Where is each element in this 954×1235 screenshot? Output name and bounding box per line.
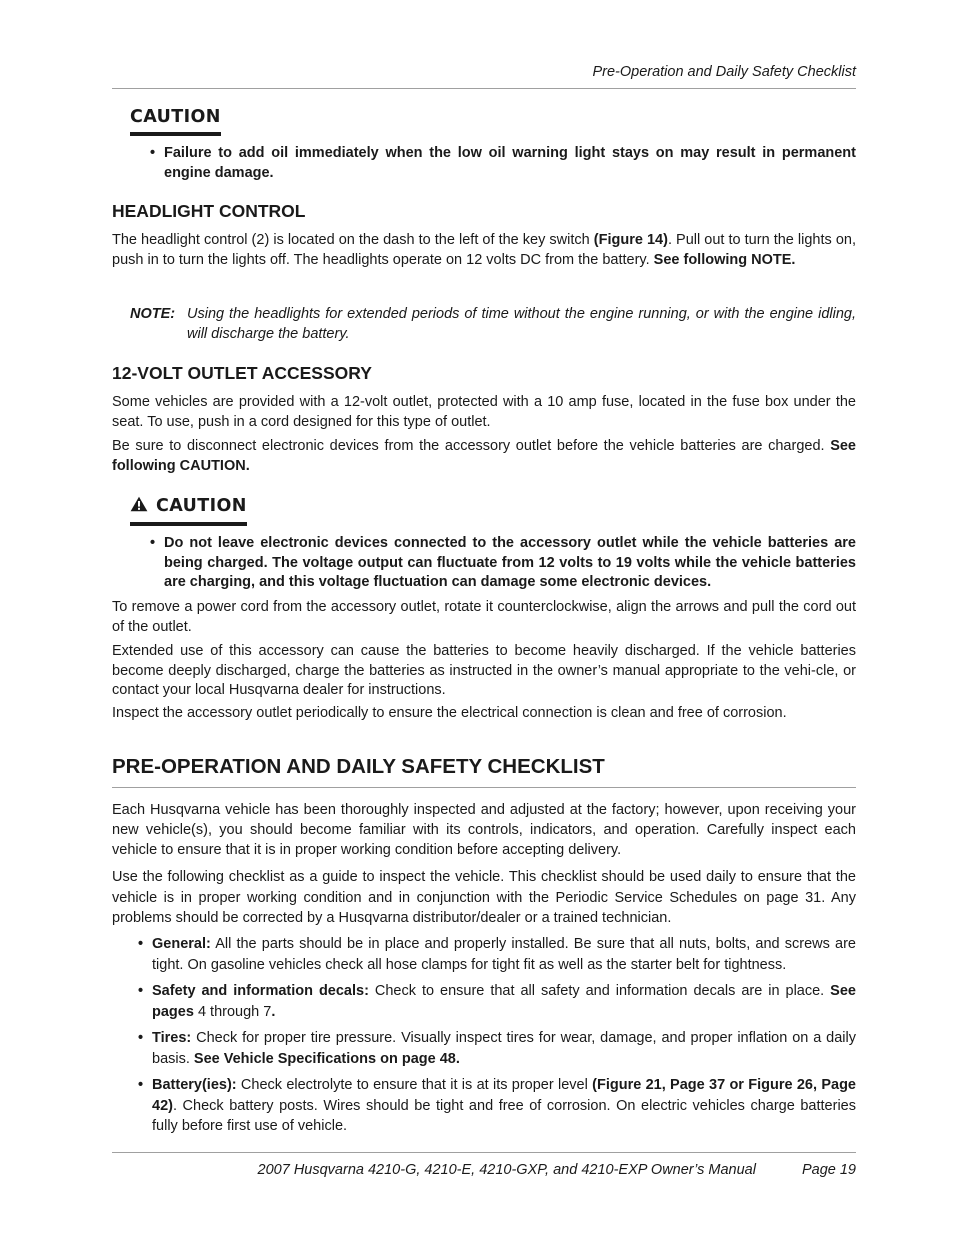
bullet-glyph: • <box>138 983 144 999</box>
caution-bullet <box>150 144 856 183</box>
bullet-glyph: • <box>138 1030 144 1046</box>
caution-title: CAUTION <box>156 496 247 516</box>
paragraph-text: Be sure to disconnect electronic devices from the accessory outlet before the vehicle batteries are charged. <box>112 438 831 454</box>
note-label: NOTE: <box>130 306 176 322</box>
item-label: Battery(ies): <box>152 1077 237 1093</box>
paragraph-text: Some vehicles are provided with a 12-volt outlet, protected with a 10 amp fuse, located in the fuse box under the seat. To use, push in a cord designed for this type of outlet. <box>112 394 856 430</box>
checklist-item-decals <box>138 981 856 1022</box>
paragraph-text: The headlight control (2) is located on the dash to the left of the key switch <box>112 232 594 248</box>
checklist-item-battery <box>138 1075 856 1137</box>
item-text: All the parts should be in place and properly installed. Be sure that all nuts, bolts, and screws are tight. On gasoline vehicles check all hose clamps for tight fit as well as the starter belt for tightness. <box>152 936 856 973</box>
item-period: . <box>271 1003 276 1020</box>
checklist-item-tires <box>138 1028 856 1069</box>
caution-title: CAUTION <box>130 107 221 127</box>
specs-reference: See Vehicle Specifications on page 48. <box>193 1050 460 1067</box>
caution-heading-warning <box>130 496 247 526</box>
section-heading-headlight: HEADLIGHT CONTROL <box>112 201 306 221</box>
checklist-paragraph-1 <box>112 800 856 860</box>
bullet-glyph: • <box>138 1077 144 1093</box>
paragraph-text: Extended use of this accessory can cause the batteries to become heavily discharged. If the vehicle batteries become deeply discharged, charge the batteries as instructed in the owner’s manual appropriate to the vehi-cle, or contact your local Husqvarna dealer for instructions. <box>112 643 856 698</box>
paragraph-text: . Pull out to turn the lights on, push in to turn the lights off. The headlights operate on 12 volts DC from the battery. <box>112 232 856 268</box>
paragraph-text: Each Husqvarna vehicle has been thoroughly inspected and adjusted at the factory; however, upon receiving your new vehicle(s), you should become familiar with its controls, indicators, and operation. Carefully inspect each vehicle to ensure that it is in proper working condition before accepting delivery. <box>112 802 856 858</box>
page-reference: See pages <box>152 983 856 1020</box>
running-header: Pre-Operation and Daily Safety Checklist <box>592 64 856 80</box>
outlet-paragraph-5 <box>112 704 856 724</box>
checklist-paragraph-2 <box>112 867 856 929</box>
section-rule <box>112 787 856 788</box>
item-text: 4 through 7 <box>193 1003 272 1020</box>
figure-reference: (Figure 21, Page 37 or Figure 26, Page 42) <box>152 1077 856 1114</box>
caution-heading <box>130 107 221 136</box>
manual-title: 2007 Husqvarna 4210-G, 4210-E, 4210-GXP, and 4210-EXP Owner’s Manual <box>257 1162 756 1178</box>
caution-bullet <box>150 534 856 593</box>
checklist-item-general <box>138 934 856 975</box>
bullet-glyph: • <box>150 145 156 161</box>
paragraph-text: Inspect the accessory outlet periodically to ensure the electrical connection is clean and free of corrosion. <box>112 705 787 721</box>
outlet-paragraph-3 <box>112 598 856 637</box>
headlight-note <box>130 305 856 344</box>
caution-reference: See following CAUTION. <box>112 438 856 474</box>
page-number: Page 19 <box>801 1162 856 1178</box>
note-text: Using the headlights for extended periods of time without the engine running, or with the engine idling, will discharge the battery. <box>187 306 856 342</box>
section-heading-checklist: PRE-OPERATION AND DAILY SAFETY CHECKLIST <box>112 755 605 778</box>
item-label: Safety and information decals: <box>152 983 369 999</box>
outlet-paragraph-2 <box>112 437 856 476</box>
outlet-paragraph-4 <box>112 642 856 701</box>
paragraph-text: Use the following checklist as a guide to inspect the vehicle. This checklist should be used daily to ensure that the vehicle is in proper working condition and in conjunction with the Periodic Service Schedules on page 31. Any problems should be corrected by a Husqvarna distributor/dealer or a trained technician. <box>112 869 856 926</box>
item-text: Check electrolyte to ensure that it is at its proper level <box>236 1077 593 1093</box>
warning-triangle-icon <box>130 496 148 517</box>
figure-reference: (Figure 14) <box>593 232 668 248</box>
header-rule <box>112 88 856 89</box>
item-text: . Check battery posts. Wires should be tight and free of corrosion. On electric vehicles charge batteries fully before first use of vehicle. <box>152 1097 856 1134</box>
section-heading-outlet: 12-VOLT OUTLET ACCESSORY <box>112 363 372 383</box>
item-text: Check for proper tire pressure. Visually inspect tires for wear, damage, and proper inflation on a daily basis. <box>152 1030 856 1067</box>
caution-bullet-text: Do not leave electronic devices connected to the accessory outlet while the vehicle batteries are being charged. The voltage output can fluctuate from 12 volts to 19 volts while the vehicle batteries are charging, and this voltage fluctuation can damage some electronic devices. <box>164 535 856 590</box>
caution-bullet-text: Failure to add oil immediately when the low oil warning light stays on may result in permanent engine damage. <box>164 145 856 181</box>
bullet-glyph: • <box>150 535 156 551</box>
item-label: General: <box>152 936 211 952</box>
page-footer <box>112 1162 856 1178</box>
item-label: Tires: <box>152 1030 192 1046</box>
item-text: Check to ensure that all safety and information decals are in place. <box>368 983 831 999</box>
outlet-paragraph-1 <box>112 393 856 432</box>
note-reference: See following NOTE. <box>653 251 796 268</box>
bullet-glyph: • <box>138 936 144 952</box>
headlight-paragraph <box>112 231 856 270</box>
footer-rule <box>112 1152 856 1153</box>
paragraph-text: To remove a power cord from the accessory outlet, rotate it counterclockwise, align the arrows and pull the cord out of the outlet. <box>112 599 856 635</box>
